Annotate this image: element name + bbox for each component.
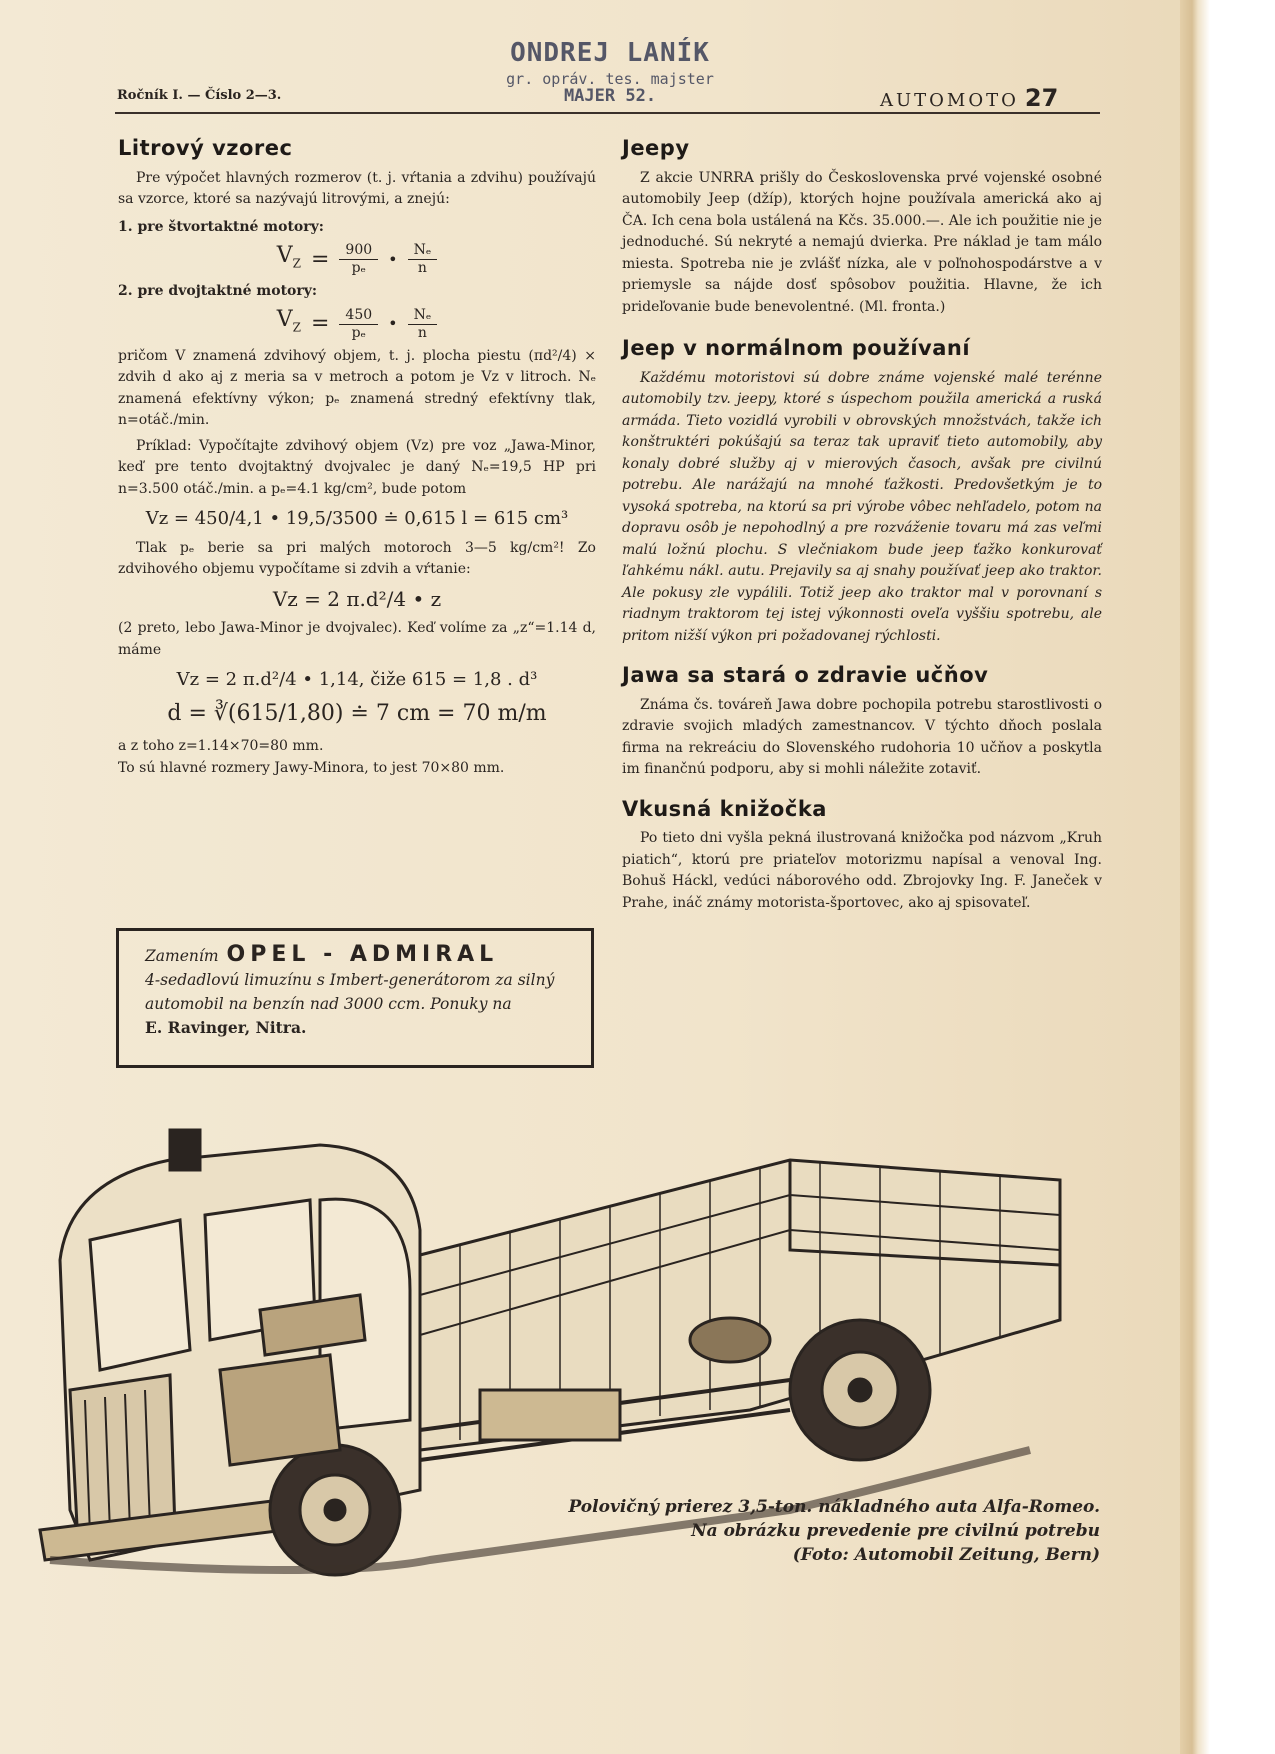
twin-paragraph: (2 preto, lebo Jawa-Minor je dvojvalec). Keď volíme za „z“=1.14 d, máme xyxy=(118,620,596,658)
example-paragraph: Príklad: Vypočítajte zdvihový objem (Vz) pre voz „Jawa-Minor, keď pre tento dvojtaktný dvojvalec je daný Nₑ=19,5 HP pri n=3.500 otáč./min. a pₑ=4.1 kg/cm², bude potom xyxy=(118,437,596,497)
knizocka-body: Po tieto dni vyšla pekná ilustrovaná knižočka pod názvom „Kruh piatich“, ktorú pre priateľov motorizmu napísal a venoval Ing. Bohuš Háckl, vedúci náborového odd. Zbrojovky Ing. F. Janeček v Prahe, ináč známy motorista-športovec, ako aj spisovateľ. xyxy=(622,830,1102,911)
formula-example: Vz = 450/4,1 • 19,5/3500 ≐ 0,615 l = 615 cm³ xyxy=(145,508,569,529)
running-header xyxy=(880,84,1058,112)
ad-signature: E. Ravinger, Nitra. xyxy=(145,1018,307,1037)
article-title-jeep-normal: Jeep v normálnom používaní xyxy=(622,336,971,360)
classified-ad xyxy=(116,928,594,1068)
result-line: a z toho z=1.14×70=80 mm. xyxy=(118,738,324,754)
article-title-jeepy: Jeepy xyxy=(622,136,690,160)
issue-info: Ročník I. — Číslo 2—3. xyxy=(117,88,282,103)
item-two-stroke: 2. pre dvojtaktné motory: xyxy=(118,283,318,299)
jawa-body: Známa čs. továreň Jawa dobre pochopila potrebu starostlivosti o zdravie svojich mladých zamestnancov. V týchto dňoch poslala firma na rekreáciu do Slovenského rudohoria 10 učňov a poskytla im finančnú podporu, aby si mohli náležite zotaviť. xyxy=(622,696,1102,777)
caption-line-1: Polovičný prierez 3,5-ton. nákladného auta Alfa-Romeo. xyxy=(568,1497,1100,1517)
article-title-jawa: Jawa sa stará o zdravie učňov xyxy=(622,663,989,687)
ad-headline xyxy=(145,943,569,968)
ownership-stamp xyxy=(480,38,740,106)
stamp-address: MAJER 52. xyxy=(563,86,657,106)
formula-volume: Vz = 2 π.d²/4 • 1,14, čiže 615 = 1,8 . d³ xyxy=(176,669,538,690)
jeep-normal-body: Každému motoristovi sú dobre známe vojenské malé terénne automobily tzv. jeepy, ktoré s úspechom použila americká a ruská armáda. Tieto vozidlá vyrobili v obrovských množstvách, takže ich konštruktéri pokúšajú sa teraz tak upraviť tieto automobily, aby konaly dobré služby aj v mierových časoch, avšak pre civilnú potrebu. Ale narážajú na mnohé ťažkosti. Predovšetkým je to vysoká spotreba, na ktorú sa pri výrobe vôbec nehľadelo, potom na dopravu osôb je nepohodlný a pre rozváženie tovaru má zas veľmi malú ložnú plochu. S vlečniakom bude jeep ťažko konkurovať ľahkému nákl. autu. Prejavily sa aj snahy používať jeep ako traktor. Ale pokusy zle vypálili. Totiž jeep ako traktor mal v porovnaní s riadnym traktorom tej istej výkonnosti oveľa vyššiu spotrebu, ale pritom nižší výkon pri požadovanej rýchlosti. xyxy=(622,369,1102,644)
caption-line-2: Na obrázku prevedenie pre civilnú potrebu xyxy=(691,1521,1100,1541)
stamp-name: ONDREJ LANÍK xyxy=(510,38,710,68)
header-rule xyxy=(115,112,1100,114)
magazine-name: AUTOMOTO xyxy=(880,90,1019,111)
ad-body: 4-sedadlovú limuzínu s Imbert-generátorom za silný automobil na benzín nad 3000 ccm. Ponuky na xyxy=(145,971,555,1013)
jeepy-body: Z akcie UNRRA prišly do Československa prvé vojenské osobné automobily Jeep (džíp), ktorých hojne používala americká ako aj ČA. Ich cena bola ustálená na Kčs. 35.000.—. Ale ich použitie nie je jednoduché. Sú nekryté a nemajú dvierka. Pre náklad je tam málo miesta. Spotreba nie je zvlášť nízka, ale v poľnohospodárstve a v priemysle sa nájde dosť spôsobov použitia. Hlavne, že ich prideľovanie bude benevolentné. (Ml. fronta.) xyxy=(622,169,1102,315)
summary-line: To sú hlavné rozmery Jawy-Minora, to jest 70×80 mm. xyxy=(118,759,505,776)
formula-two-stroke: $V_Z$ = $\frac{450}{\text{pₑ}}$ • $\frac{\text{Nₑ}}{n}$ xyxy=(118,307,596,342)
page-number: 27 xyxy=(1024,84,1059,112)
ad-lead: Zamením xyxy=(145,947,219,965)
formula-bore: d = ∛(615/1,80) ≐ 7 cm = 70 m/m xyxy=(167,700,547,726)
illustration-caption xyxy=(560,1495,1100,1567)
article-title-litrovy: Litrový vzorec xyxy=(118,136,293,160)
caption-credit: (Foto: Automobil Zeitung, Bern) xyxy=(792,1545,1100,1565)
explanation-paragraph: pričom V znamená zdvihový objem, t. j. plocha piestu (πd²/4) × zdvih d ako aj z meria sa v metroch a potom je Vz v litroch. Nₑ znamená efektívny výkon; pₑ znamená stredný efektívny tlak, n=otáč./min. xyxy=(118,347,596,428)
right-column xyxy=(622,138,1102,914)
pressure-paragraph: Tlak pₑ berie sa pri malých motoroch 3—5 kg/cm²! Zo zdvihového objemu vypočítame si zdvih a vŕtanie: xyxy=(118,539,596,577)
ad-brand: OPEL - ADMIRAL xyxy=(226,942,499,967)
article-title-knizocka: Vkusná knižočka xyxy=(622,796,827,821)
formula-four-stroke: $V_Z$ = $\frac{900}{\text{pₑ}}$ • $\frac{\text{Nₑ}}{n}$ xyxy=(118,242,596,277)
formula-stroke: Vz = 2 π.d²/4 • z xyxy=(272,586,442,611)
item-four-stroke: 1. pre štvortaktné motory: xyxy=(118,218,324,235)
left-column xyxy=(118,138,596,779)
stamp-title: gr. opráv. tes. majster xyxy=(506,70,714,88)
intro-paragraph: Pre výpočet hlavných rozmerov (t. j. vŕtania a zdvihu) používajú sa vzorce, ktoré sa nazývajú litrovými, a znejú: xyxy=(118,169,596,207)
